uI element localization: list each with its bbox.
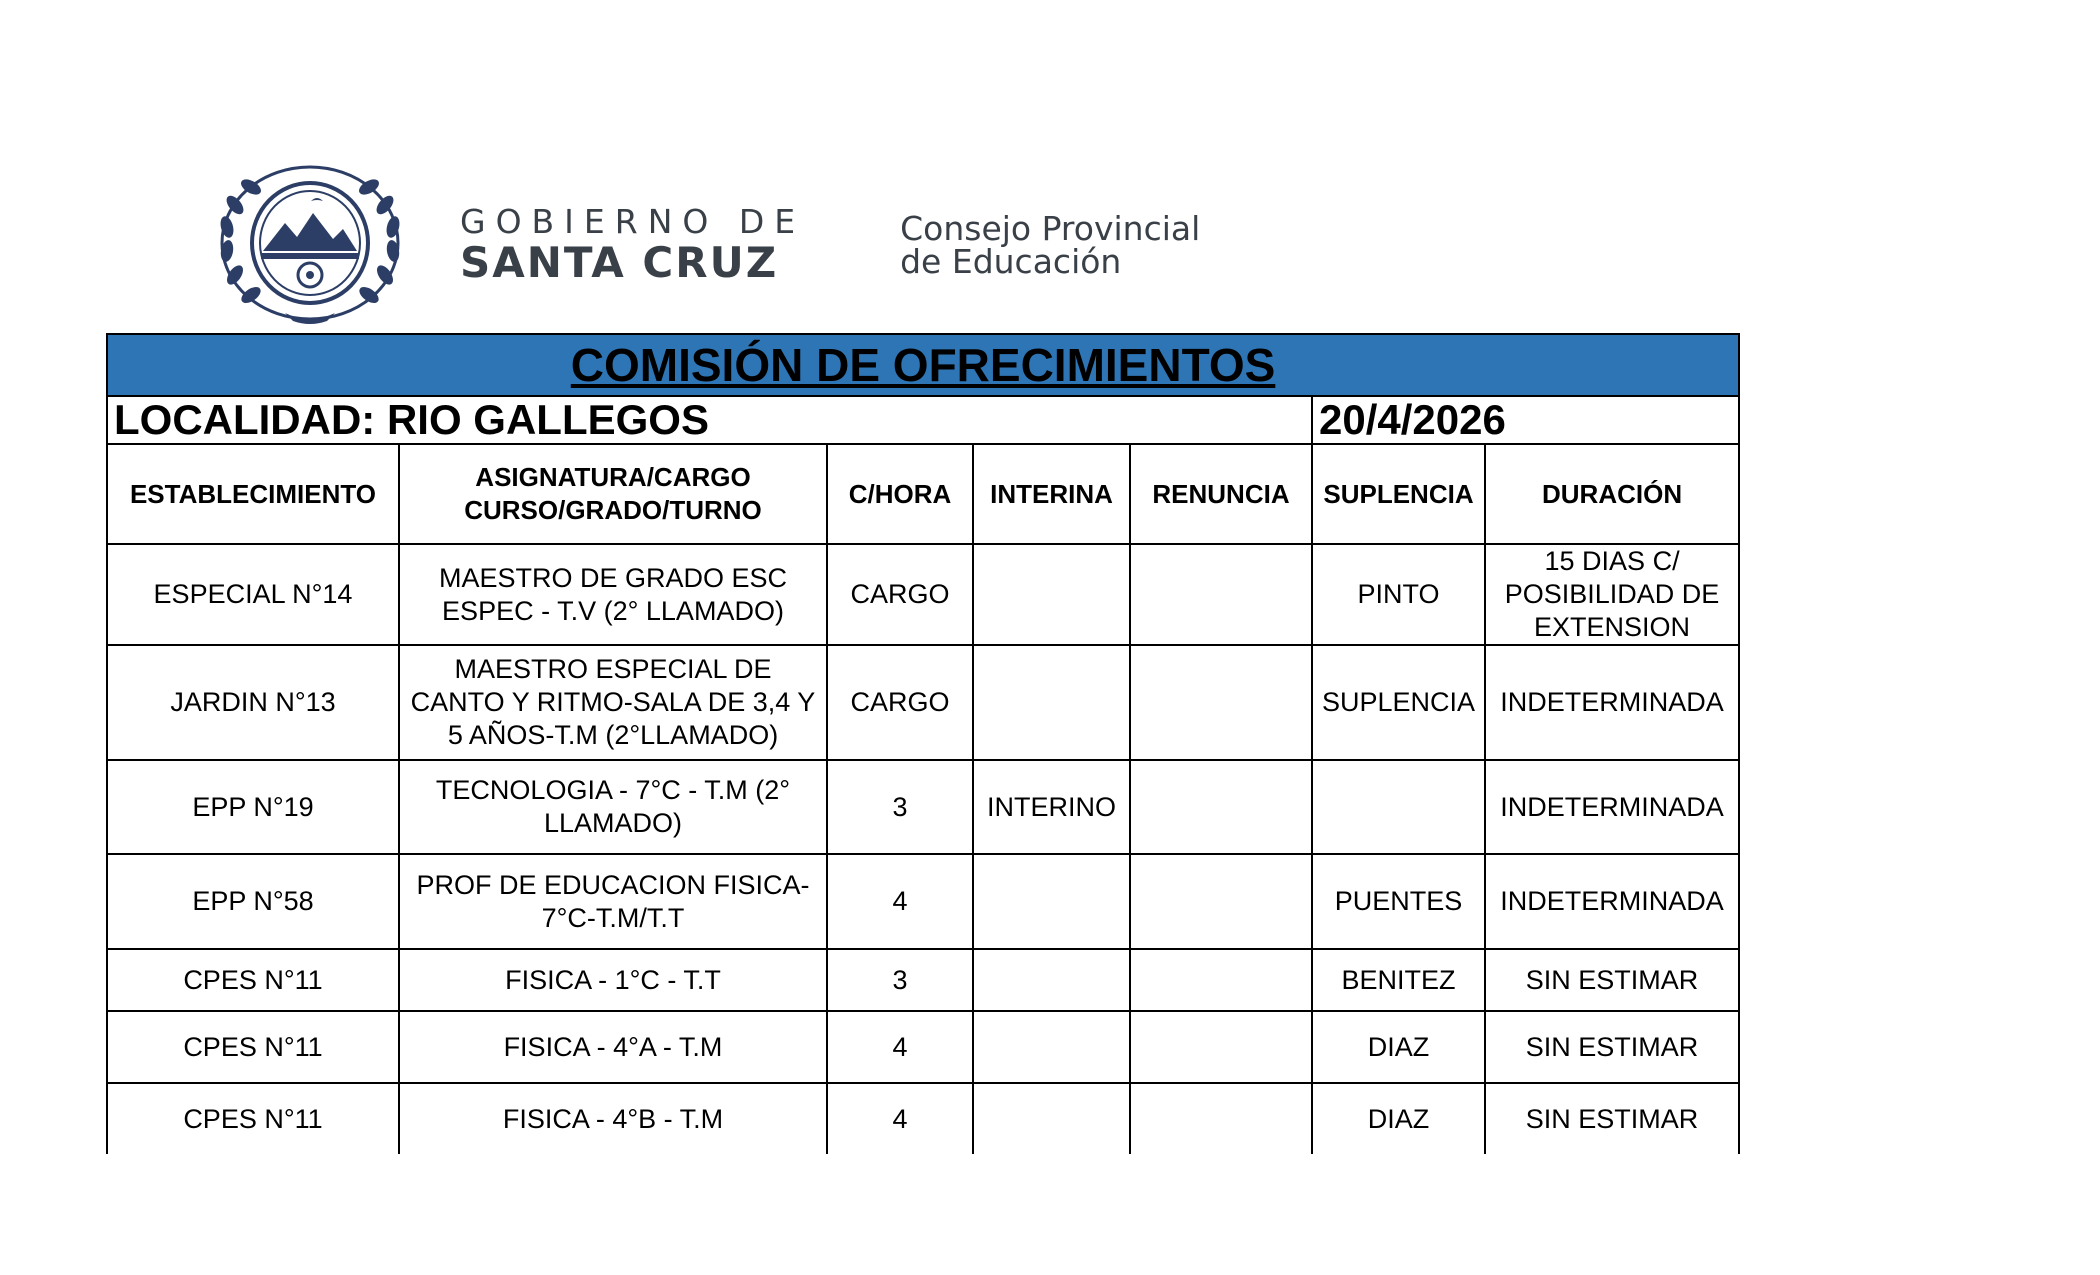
cell-interina: INTERINO [973,760,1130,854]
col-interina: INTERINA [973,444,1130,544]
cell-duracion: SIN ESTIMAR [1485,1083,1739,1154]
cell-renuncia [1130,949,1312,1011]
cell-establecimiento: CPES N°11 [107,1011,399,1083]
col-establecimiento: ESTABLECIMIENTO [107,444,399,544]
header [215,165,1200,325]
table-row [107,1083,1739,1154]
cell-chora: CARGO [827,645,973,760]
col-duracion: DURACIÓN [1485,444,1739,544]
cell-renuncia [1130,1011,1312,1083]
cpe-line1: Consejo Provincial [900,209,1201,248]
cell-duracion: SIN ESTIMAR [1485,1011,1739,1083]
table-row [107,854,1739,949]
cell-establecimiento: EPP N°58 [107,854,399,949]
cpe-line2: de Educación [900,242,1122,281]
cell-interina [973,854,1130,949]
localidad-label: LOCALIDAD: RIO GALLEGOS [107,396,1312,444]
cell-renuncia [1130,645,1312,760]
cell-asignatura: FISICA - 4°B - T.M [399,1083,827,1154]
cell-renuncia [1130,544,1312,645]
cell-interina [973,544,1130,645]
cell-duracion: INDETERMINADA [1485,854,1739,949]
date-label: 20/4/2026 [1312,396,1739,444]
cell-chora: CARGO [827,544,973,645]
cell-establecimiento: JARDIN N°13 [107,645,399,760]
cell-asignatura: FISICA - 1°C - T.T [399,949,827,1011]
cell-renuncia [1130,1083,1312,1154]
cell-chora: 4 [827,1011,973,1083]
cell-establecimiento: CPES N°11 [107,1083,399,1154]
column-header-row [107,444,1739,544]
cell-interina [973,1011,1130,1083]
cell-chora: 4 [827,854,973,949]
table-row [107,645,1739,760]
col-asignatura [399,444,827,544]
cell-interina [973,645,1130,760]
table-row [107,1011,1739,1083]
cell-suplencia: BENITEZ [1312,949,1485,1011]
cell-interina [973,949,1130,1011]
ofrecimientos-table [106,333,1740,1154]
cell-duracion: 15 DIAS C/ POSIBILIDAD DE EXTENSION [1485,544,1739,645]
cpe-logo-text [900,209,1201,281]
col-chora: C/HORA [827,444,973,544]
cell-renuncia [1130,854,1312,949]
col-asignatura-line1: ASIGNATURA/CARGO [475,462,751,492]
cell-suplencia: PUENTES [1312,854,1485,949]
cell-duracion: SIN ESTIMAR [1485,949,1739,1011]
gov-line2: SANTA CRUZ [460,238,779,287]
title-row [107,334,1739,396]
page-title: COMISIÓN DE OFRECIMIENTOS [107,334,1739,396]
government-logo-text [460,204,805,286]
cell-chora: 3 [827,760,973,854]
cell-duracion: INDETERMINADA [1485,760,1739,854]
table-row [107,760,1739,854]
cell-chora: 3 [827,949,973,1011]
cell-asignatura: MAESTRO DE GRADO ESC ESPEC - T.V (2° LLAMADO) [399,544,827,645]
cell-asignatura: TECNOLOGIA - 7°C - T.M (2° LLAMADO) [399,760,827,854]
cell-interina [973,1083,1130,1154]
cell-asignatura: FISICA - 4°A - T.M [399,1011,827,1083]
col-suplencia: SUPLENCIA [1312,444,1485,544]
cell-suplencia [1312,760,1485,854]
cell-establecimiento: EPP N°19 [107,760,399,854]
cell-suplencia: PINTO [1312,544,1485,645]
cell-establecimiento: CPES N°11 [107,949,399,1011]
cell-chora: 4 [827,1083,973,1154]
cell-renuncia [1130,760,1312,854]
santa-cruz-seal-icon [215,165,405,325]
table-row [107,949,1739,1011]
cell-asignatura: PROF DE EDUCACION FISICA-7°C-T.M/T.T [399,854,827,949]
gov-line1: GOBIERNO DE [460,202,806,241]
cell-duracion: INDETERMINADA [1485,645,1739,760]
col-renuncia: RENUNCIA [1130,444,1312,544]
localidad-row [107,396,1739,444]
cell-suplencia: SUPLENCIA [1312,645,1485,760]
col-asignatura-line2: CURSO/GRADO/TURNO [464,495,762,525]
table-row [107,544,1739,645]
cell-suplencia: DIAZ [1312,1083,1485,1154]
cell-asignatura: MAESTRO ESPECIAL DE CANTO Y RITMO-SALA DE 3,4 Y 5 AÑOS-T.M (2°LLAMADO) [399,645,827,760]
cell-suplencia: DIAZ [1312,1011,1485,1083]
cell-establecimiento: ESPECIAL N°14 [107,544,399,645]
